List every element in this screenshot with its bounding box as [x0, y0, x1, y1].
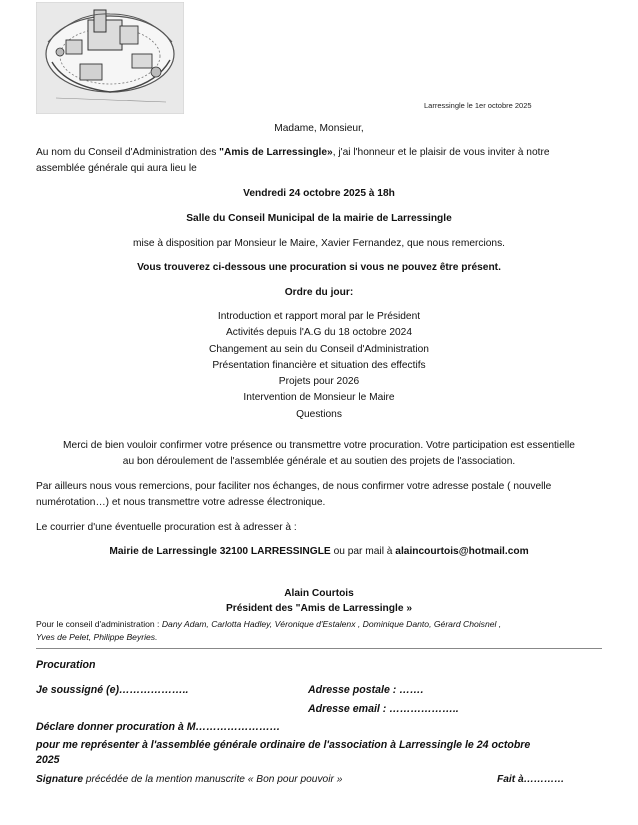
address-paragraph: Par ailleurs nous vous remercions, pour faciliter nos échanges, de nous confirmer votre adresse postale ( nouvelle numérotation…) et nous transmettre votre adresse électronique. — [36, 481, 552, 508]
agenda-item: Présentation financière et situation des effectifs — [212, 359, 426, 371]
signer-name: Alain Courtois — [284, 588, 354, 599]
agenda-list — [0, 309, 638, 423]
agenda-item: Intervention de Monsieur le Maire — [243, 392, 395, 404]
email-address-field: Adresse email : ……………….. — [308, 703, 459, 715]
done-at-field: Fait à………… — [497, 774, 565, 785]
contact-email: alaincourtois@hotmail.com — [395, 546, 529, 557]
undersigned-field: Je soussigné (e)……………….. — [36, 684, 189, 696]
postal-address-field: Adresse postale : ……. — [308, 684, 424, 696]
association-name: "Amis de Larressingle» — [219, 147, 333, 158]
salutation: Madame, Monsieur, — [274, 123, 364, 134]
agenda-item: Changement au sein du Conseil d'Administration — [209, 343, 429, 355]
board-members: Pour le conseil d'administration : Dany Adam, Carlotta Hadley, Véronique d'Estalenx , Dominique Danto, Gérard Choisnel , Yves de Pelet, Philippe Beyries. — [36, 619, 502, 642]
agenda-item: Questions — [296, 408, 342, 420]
confirm-paragraph: Merci de bien vouloir confirmer votre présence ou transmettre votre procuration. Votre participation est essentielle au bon déroulement de l'assemblée générale et au soutien des projets de l'association. — [63, 440, 575, 467]
declare-proxy-field: Déclare donner procuration à M…………………… — [36, 721, 281, 733]
signature-line: Signature précédée de la mention manuscrite « Bon pour pouvoir » — [36, 774, 343, 785]
proxy-title: Procuration — [36, 659, 96, 671]
proxy-note: Vous trouverez ci-dessous une procuration si vous ne pouvez être présent. — [137, 262, 501, 273]
mail-intro: Le courrier d'une éventuelle procuration est à adresser à : — [36, 522, 297, 533]
agenda-item: Introduction et rapport moral par le Président — [217, 311, 421, 322]
castle-sketch-logo — [36, 2, 184, 114]
agenda-item: Projets pour 2026 — [278, 376, 360, 388]
section-divider — [36, 648, 602, 649]
intro-paragraph: Au nom du Conseil d'Administration des "Amis de Larressingle», j'ai l'honneur et le plaisir de vous inviter à notre assemblée générale qui aura lieu le — [36, 147, 550, 174]
agenda-title: Ordre du jour: — [284, 287, 354, 298]
event-venue: Salle du Conseil Municipal de la mairie de Larressingle — [186, 213, 452, 224]
represent-line: pour me représenter à l'assemblée générale ordinaire de l'association à Larressingle le 24 octobre 2025 — [36, 739, 531, 766]
event-date: Vendredi 24 octobre 2025 à 18h — [243, 188, 395, 199]
mail-line: Mairie de Larressingle 32100 LARRESSINGLE ou par mail à alaincourtois@hotmail.com — [109, 546, 529, 557]
agenda-item: Activités depuis l'A.G du 18 octobre 2024 — [226, 327, 412, 339]
mail-address: Mairie de Larressingle 32100 LARRESSINGLE — [109, 546, 331, 557]
venue-note: mise à disposition par Monsieur le Maire, Xavier Fernandez, que nous remercions. — [132, 238, 506, 249]
signer-title: Président des "Amis de Larressingle » — [225, 603, 413, 614]
letter-date: Larressingle le 1er octobre 2025 — [424, 101, 532, 110]
